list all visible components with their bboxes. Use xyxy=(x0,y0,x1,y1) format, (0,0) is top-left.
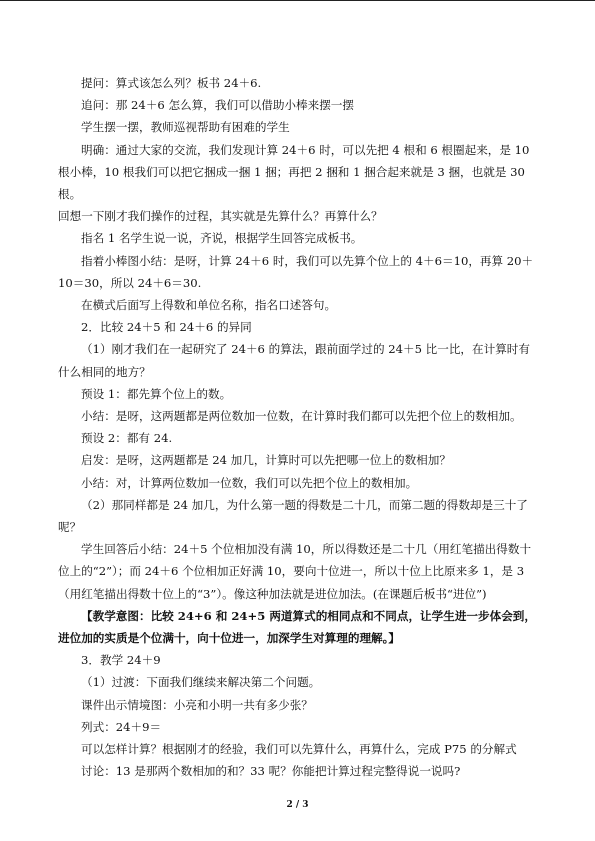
paragraph: （2）那同样都是 24 加几，为什么第一题的得数是二十几，而第二题的得数却是三十了呢？ xyxy=(58,497,528,535)
section-heading: 3．教学 24＋9 xyxy=(81,653,161,668)
paragraph: 指着小棒图小结：是呀，计算 24＋6 时，我们可以先算个位上的 4＋6＝10，再算 20＋10＝30，所以 24＋6＝30. xyxy=(58,253,534,290)
paragraph: 指名 1 名学生说一说，齐说，根据学生回答完成板书。 xyxy=(81,231,363,246)
paragraph: 提问：算式该怎么列？板书 24＋6. xyxy=(81,76,262,90)
section-heading: 2．比较 24＋5 和 24＋6 的异同 xyxy=(81,320,252,335)
paragraph: 学生回答后小结：24＋5 个位相加没有满 10，所以得数还是二十几（用红笔描出得数十位上的“2”）；而 24＋6 个位相加正好满 10，要向十位进一，所以十位上比原来多 1，是 3（用红笔描出得数十位上的“3”）。像这种加法就是进位加法。(在课题后板书“进位”) xyxy=(58,542,532,601)
teaching-intent-note: 【教学意图：比较 24+6 和 24+5 两道算式的相同点和不同点，让学生进一步体会到，进位加的实质是个位满十，向十位进一，加深学生对算理的理解。】 xyxy=(58,608,536,646)
paragraph: 追问：那 24＋6 怎么算，我们可以借助小棒来摆一摆 xyxy=(81,98,354,113)
paragraph: 在横式后面写上得数和单位名称，指名口述答句。 xyxy=(81,298,337,313)
paragraph: 预设 1：都先算个位上的数。 xyxy=(81,386,232,401)
document-body xyxy=(58,72,538,783)
paragraph: 启发：是呀，这两题都是 24 加几，计算时可以先把哪一位上的数相加？ xyxy=(81,453,451,468)
page-number: 2 / 3 xyxy=(286,800,309,810)
header-rule xyxy=(0,0,595,1)
paragraph: 预设 2：都有 24. xyxy=(81,431,173,446)
paragraph: 小结：是呀，这两题都是两位数加一位数，在计算时我们都可以先把个位上的数相加。 xyxy=(81,409,522,424)
paragraph: （1）刚才我们在一起研究了 24＋6 的算法，跟前面学过的 24＋5 比一比，在计算时有什么相同的地方？ xyxy=(58,342,530,379)
paragraph: 讨论：13 是那两个数相加的和？33 呢？你能把计算过程完整得说一说吗? xyxy=(81,764,461,779)
paragraph: 学生摆一摆，教师巡视帮助有困难的学生 xyxy=(81,120,290,135)
paragraph: 列式：24＋9＝ xyxy=(81,719,162,734)
paragraph: 小结：对，计算两位数加一位数，我们可以先把个位上的数相加。 xyxy=(81,475,418,490)
paragraph: 明确：通过大家的交流，我们发现计算 24＋6 时，可以先把 4 根和 6 根圈起来，是 10 根小棒，10 根我们可以把它捆成一捆 1 捆；再把 2 捆和 1 捆合起来就是 3 捆，也就是 30 根。 xyxy=(58,142,530,202)
paragraph: 可以怎样计算？根据刚才的经验，我们可以先算什么，再算什么，完成 P75 的分解式 xyxy=(81,742,517,757)
paragraph: 回想一下刚才我们操作的过程，其实就是先算什么？再算什么？ xyxy=(58,209,383,224)
paragraph: 课件出示情境图：小亮和小明一共有多少张？ xyxy=(81,697,313,712)
paragraph: （1）过渡：下面我们继续来解决第二个问题。 xyxy=(81,675,321,690)
